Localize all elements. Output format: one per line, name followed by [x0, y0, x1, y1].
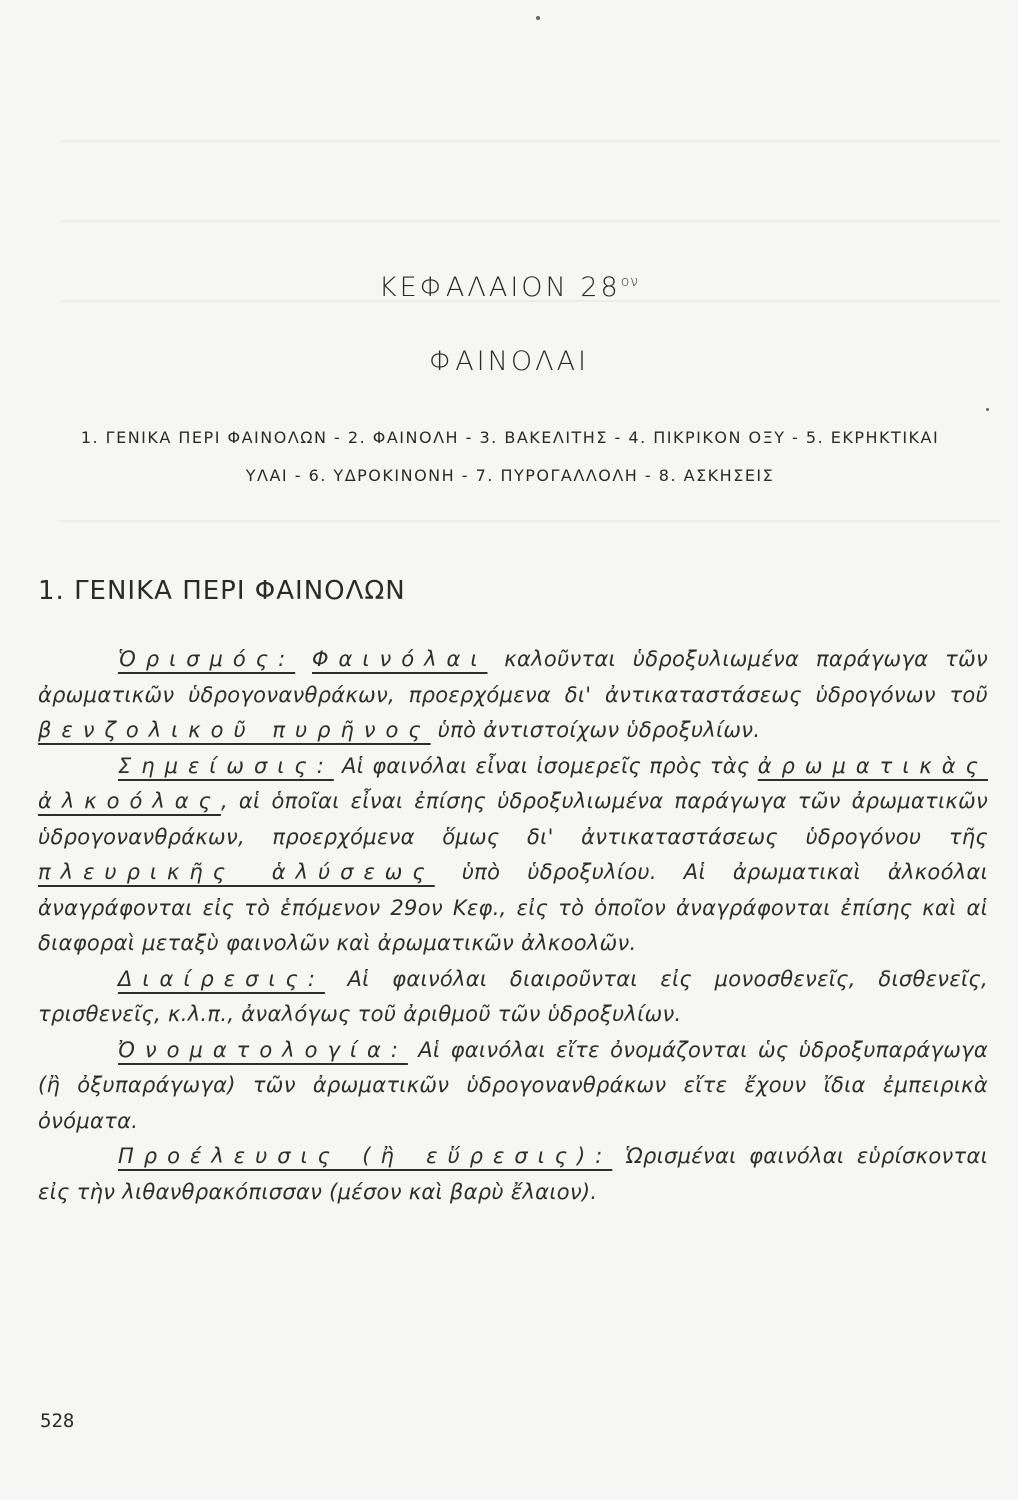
contents-line-1: 1. ΓΕΝΙΚΑ ΠΕΡΙ ΦΑΙΝΟΛΩΝ - 2. ΦΑΙΝΟΛΗ - 3. ΒΑΚΕΛΙΤΗΣ - 4. ΠΙΚΡΙΚΟΝ ΟΞΥ - 5. ΕΚΡΗΚΤΙΚΑΙ [80, 428, 940, 447]
phenols-term: Φαινόλαι [312, 647, 488, 671]
aromatic-alcohols-term: ἀρωματικὰς ἀλκοόλας [38, 753, 988, 813]
definition-paragraph: Ὁρισμός: Φαινόλαι καλοῦνται ὑδροξυλιωμένα παράγωγα τῶν ἀρωματικῶν ὑδρογονανθράκων, προερχόμενα δι' ἀντικαταστάσεως ὑδρογόνων τοῦ βενζολικοῦ πυρῆνος ὑπὸ ἀντιστοίχων ὑδροξυλίων. [38, 647, 989, 742]
benzene-ring-term: βενζολικοῦ πυρῆνος [38, 718, 431, 742]
speck [536, 16, 540, 20]
note-term: Σημείωσις: [118, 753, 334, 778]
body-text [38, 642, 988, 1210]
origin-term: Προέλευσις (ἢ εὕρεσις): [118, 1144, 613, 1168]
bleed-through-line [60, 140, 1000, 142]
nomenclature-term: Ὀνοματολογία: [118, 1037, 408, 1062]
division-paragraph: Διαίρεσις: Αἱ φαινόλαι διαιροῦνται εἰς μονοσθενεῖς, δισθενεῖς, τρισθενεῖς, κ.λ.π., ἀναλόγως τοῦ ἀριθμοῦ τῶν ὑδροξυλίων. [38, 966, 988, 1026]
speck [986, 408, 989, 411]
origin-paragraph: Προέλευσις (ἢ εὕρεσις): Ὡρισμέναι φαινόλαι εὑρίσκονται εἰς τὴν λιθανθρακόπισσαν (μέσον καὶ βαρὺ ἔλαιον). [38, 1144, 988, 1204]
section-title: 1. ΓΕΝΙΚΑ ΠΕΡΙ ΦΑΙΝΟΛΩΝ [38, 576, 406, 606]
bleed-through-line [60, 520, 1000, 522]
nomenclature-paragraph: Ὀνοματολογία: Αἱ φαινόλαι εἴτε ὀνομάζονται ὡς ὑδροξυπαράγωγα (ἢ ὀξυπαράγωγα) τῶν ἀρωματικῶν ὑδρογονανθράκων εἴτε ἔχουν ἴδια ἐμπειρικὰ ὀνόματα. [38, 1037, 988, 1133]
bleed-through-line [60, 220, 1000, 222]
note-paragraph: Σημείωσις: Αἱ φαινόλαι εἶναι ἰσομερεῖς πρὸς τὰς ἀρωματικὰς ἀλκοόλας, αἱ ὁποῖαι εἶναι ἐπίσης ὑδροξυλιωμένα παράγωγα τῶν ἀρωματικῶν ὑδρογονανθράκων, προερχόμενα ὅμως δι' ἀντικαταστάσεως ὑδρογόνου τῆς πλευρικῆς ἁλύσεως ὑπὸ ὑδροξυλίου. Αἱ ἀρωματικαὶ ἀλκοόλαι ἀναγράφονται εἰς τὸ ἑπόμενον 29ον Κεφ., εἰς τὸ ὁποῖον ἀναγράφονται ἐπίσης καὶ αἱ διαφοραὶ μεταξὺ φαινολῶν καὶ ἀρωματικῶν ἀλκοολῶν. [38, 753, 988, 955]
contents-line-2: ΥΛΑΙ - 6. ΥΔΡΟΚΙΝΟΝΗ - 7. ΠΥΡΟΓΑΛΛΟΛΗ - 8. ΑΣΚΗΣΕΙΣ [245, 466, 775, 485]
definition-term: Ὁρισμός: [118, 647, 296, 671]
chapter-heading: ΚΕΦΑΛΑΙΟΝ $28^{o\nu}$ [378, 272, 640, 303]
chapter-title: ΦΑΙΝΟΛΑΙ [428, 346, 589, 377]
page-number: 528 [40, 1410, 75, 1432]
division-term: Διαίρεσις: [118, 966, 325, 991]
side-chain-term: πλευρικῆς ἁλύσεως [38, 860, 435, 884]
